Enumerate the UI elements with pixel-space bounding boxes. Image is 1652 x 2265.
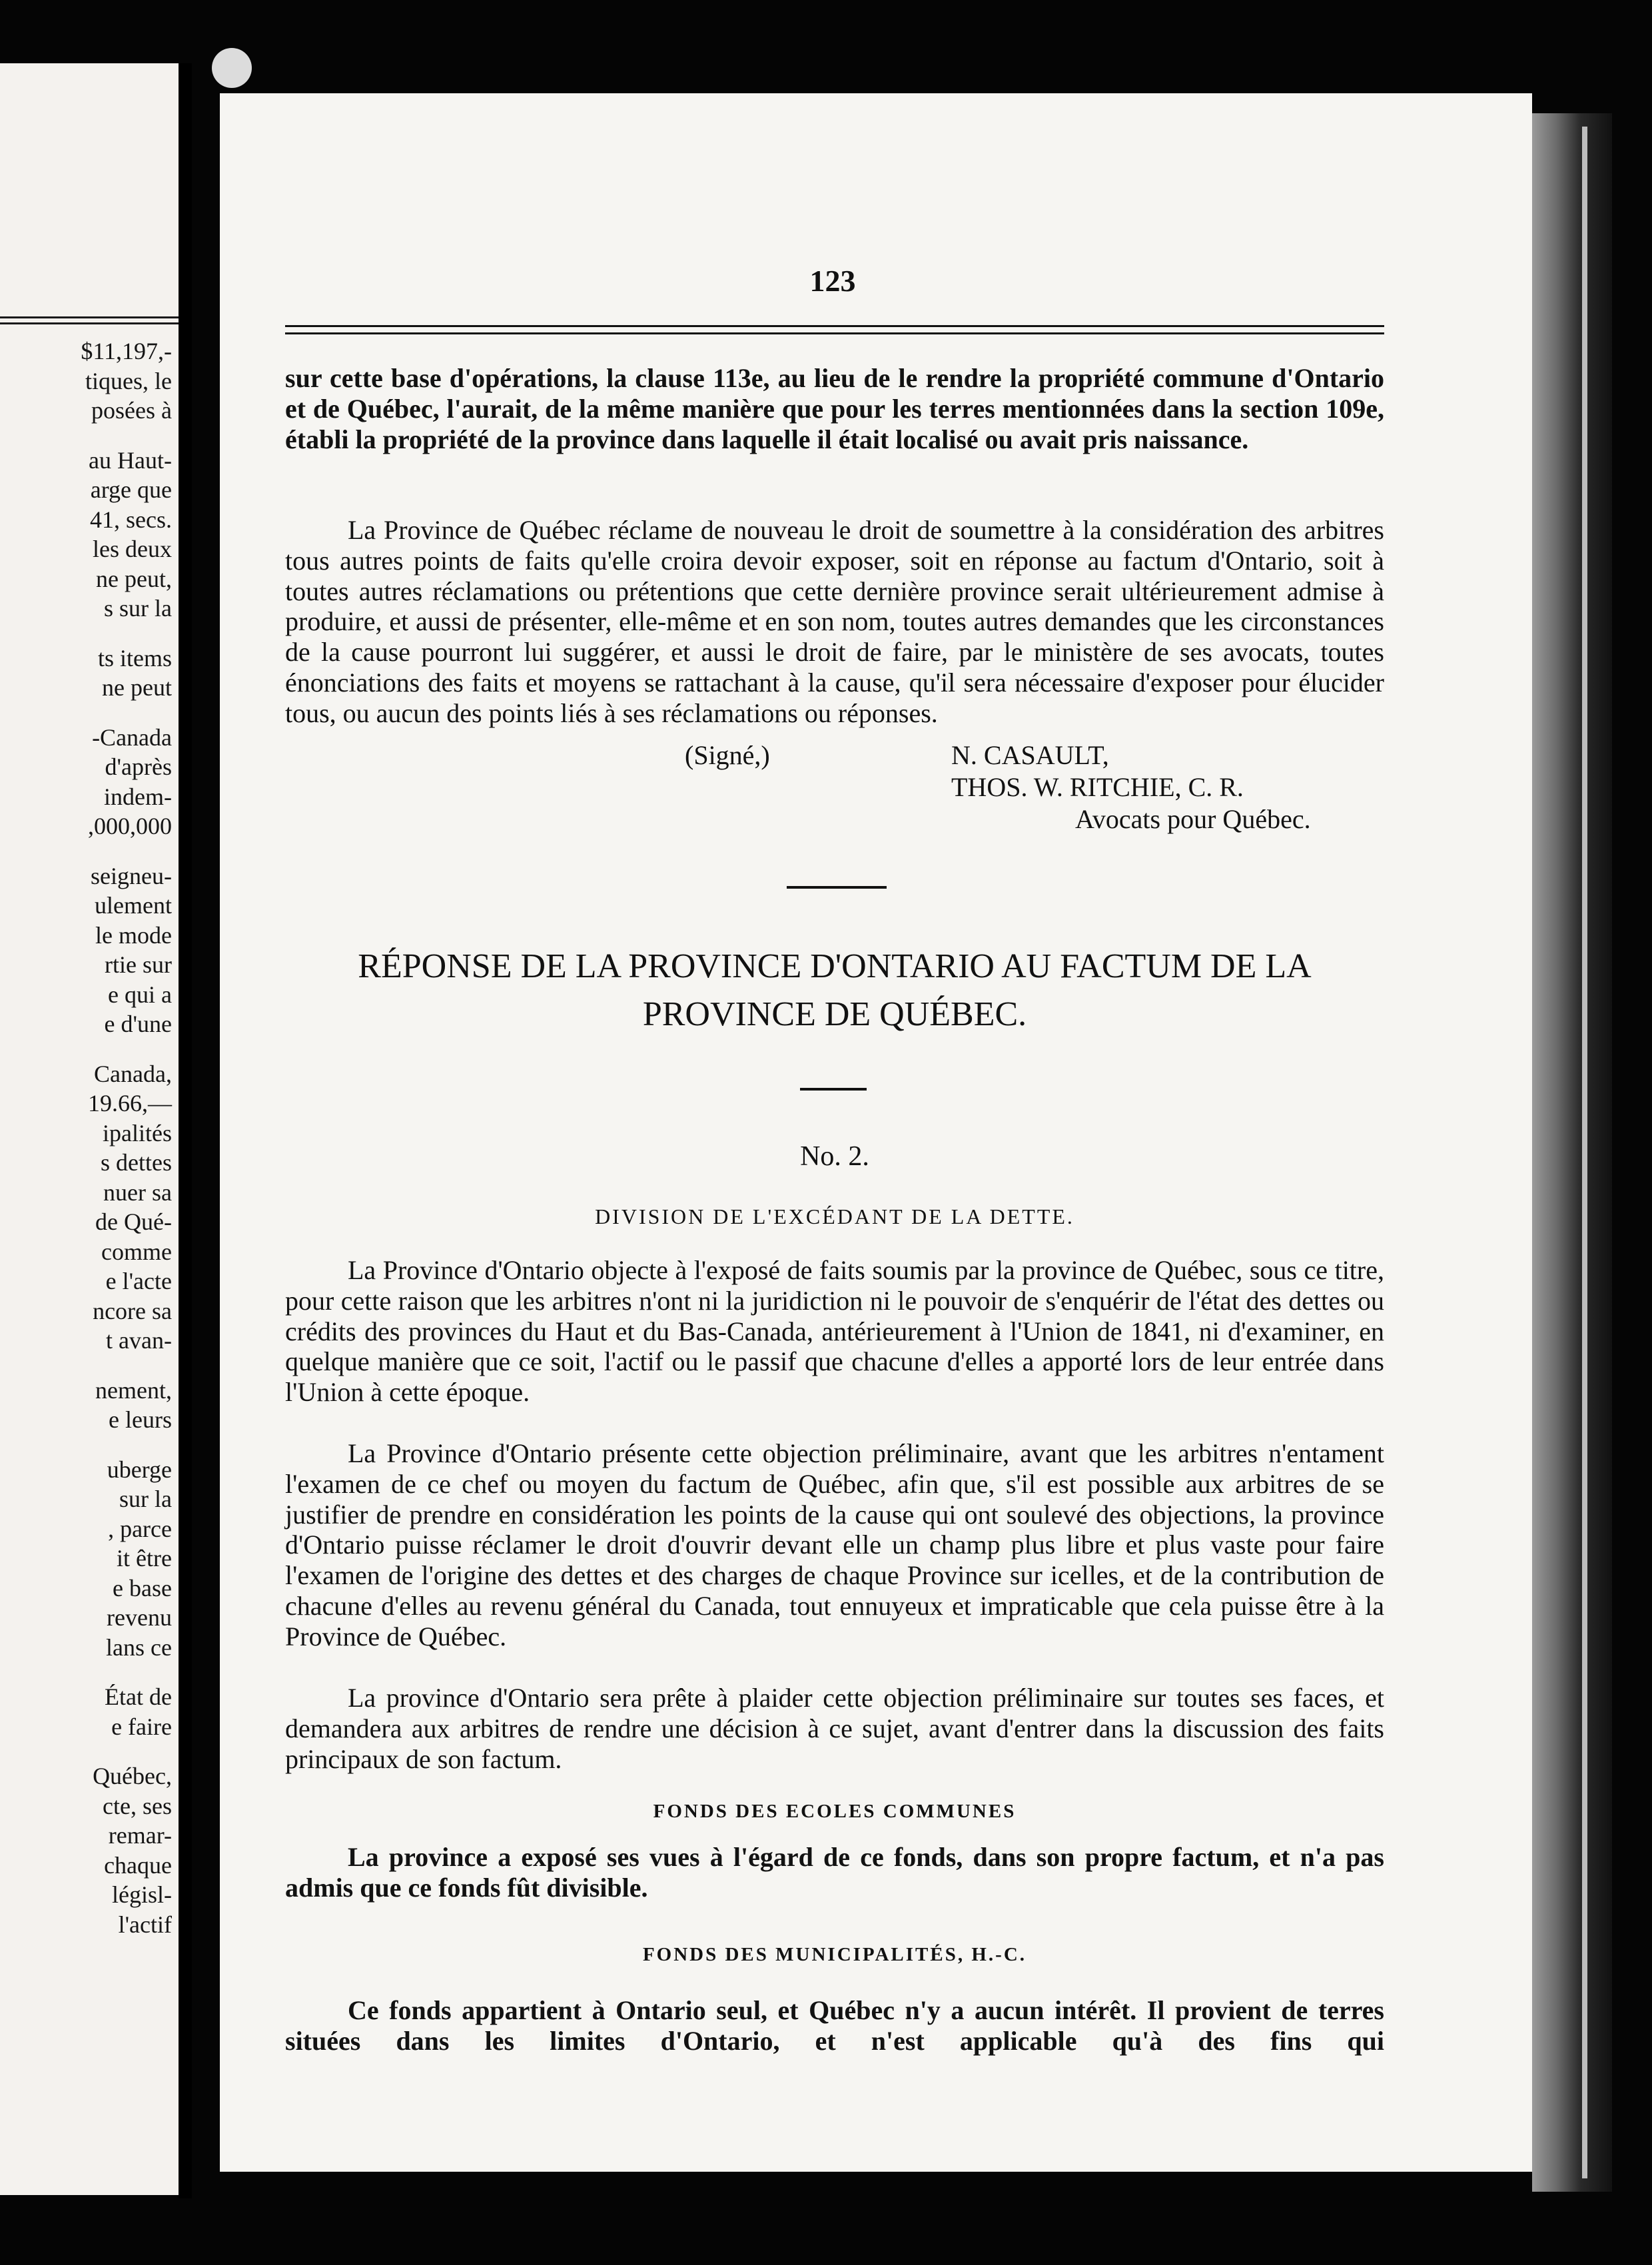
left-page-fragment: indem- bbox=[104, 783, 172, 810]
left-page-fragment: e qui a bbox=[108, 981, 172, 1008]
left-page-fragment: s dettes bbox=[101, 1149, 172, 1176]
left-page-fragment: revenu bbox=[107, 1604, 172, 1631]
section-title-line-1: RÉPONSE DE LA PROVINCE D'ONTARIO AU FACTUM DE LA bbox=[358, 947, 1312, 985]
book-gutter bbox=[179, 63, 192, 2198]
paragraph-fonds-ecoles: La province a exposé ses vues à l'égard de ce fonds, dans son propre factum, et n'a pas admis que ce fonds fût divisible. bbox=[285, 1842, 1384, 1903]
left-page-fragment: ulement bbox=[95, 892, 172, 919]
left-page-text-fragments bbox=[0, 336, 172, 1939]
left-page-fragment: les deux bbox=[93, 536, 172, 562]
scan-spot bbox=[212, 48, 252, 88]
left-page-fragment: au Haut- bbox=[89, 446, 172, 474]
left-page-fragment: , parce bbox=[108, 1515, 172, 1542]
left-page-fragment bbox=[0, 841, 172, 861]
left-page-fragment: de Qué- bbox=[95, 1208, 172, 1235]
page-edge-highlight bbox=[1582, 127, 1587, 2178]
section-divider-rule bbox=[787, 886, 887, 889]
left-page-fragment: lans ce bbox=[106, 1633, 172, 1661]
left-page-fragment: arge que bbox=[90, 476, 172, 503]
left-page-fragment bbox=[0, 426, 172, 446]
section-number: No. 2. bbox=[800, 1141, 869, 1172]
signatory-casault: N. CASAULT, bbox=[951, 740, 1109, 770]
left-page-fragment: 41, secs. bbox=[90, 506, 172, 533]
header-double-rule bbox=[285, 325, 1384, 334]
paragraph-ontario-prete: La province d'Ontario sera prête à plaider cette objection préliminaire sur toutes ses faces, et demandera aux arbitres de rendre une décision à ce sujet, avant d'entrer dans la discussion des faits principaux de son factum. bbox=[285, 1683, 1384, 1774]
left-page-fragment: it être bbox=[117, 1545, 172, 1572]
left-page-fragment: chaque bbox=[104, 1851, 172, 1879]
left-page-fragment bbox=[0, 1356, 172, 1376]
left-page-fragment: législ- bbox=[112, 1881, 172, 1908]
left-page-fragment: e l'acte bbox=[105, 1268, 172, 1294]
signatory-ritchie: THOS. W. RITCHIE, C. R. bbox=[951, 772, 1244, 802]
heading-division-dette: DIVISION DE L'EXCÉDANT DE LA DETTE. bbox=[595, 1204, 1074, 1228]
paragraph-base-operations: sur cette base d'opérations, la clause 113e, au lieu de le rendre la propriété commune d'Ontario et de Québec, l'aurait, de la même manière que pour les terres mentionnées dans la section 109e, établi la propriété de la province dans laquelle il était localisé ou avait pris naissance. bbox=[285, 363, 1384, 454]
left-page-fragment: e base bbox=[113, 1574, 172, 1601]
left-page-fragment bbox=[0, 1435, 172, 1455]
left-page-fragment: nuer sa bbox=[103, 1178, 172, 1206]
signature-block bbox=[285, 739, 1384, 846]
section-title-line-2: PROVINCE DE QUÉBEC. bbox=[642, 995, 1027, 1033]
left-page-fragment: comme bbox=[101, 1238, 172, 1265]
left-page-rule bbox=[0, 316, 179, 324]
left-page-fragment: e faire bbox=[111, 1713, 172, 1740]
left-page-fragment bbox=[0, 703, 172, 723]
left-page-fragment: Québec, bbox=[93, 1763, 172, 1789]
paragraph-ontario-presente: La Province d'Ontario présente cette objection préliminaire, avant que les arbitres n'entament l'examen de ce chef ou moyen du factum de Québec, afin que, s'il est possible aux arbitres de se justifier de prendre en considération les points de la cause qui ont soulevé des objections, la province d'Ontario puisse réclamer le droit d'ouvrir devant elle un champ plus libre et plus vaste pour faire l'examen de l'origine des dettes et des charges de chaque Province sur icelles, et de la contribution de chacune d'elles au revenu général du Canada, tout ennuyeux et impraticable que cela puisse être à la Province de Québec. bbox=[285, 1438, 1384, 1651]
left-page-fragment: État de bbox=[105, 1683, 172, 1710]
heading-fonds-municipalites: FONDS DES MUNICIPALITÉS, H.-C. bbox=[642, 1944, 1027, 1965]
left-page-fragment: remar- bbox=[108, 1822, 172, 1849]
left-page-fragment: e d'une bbox=[104, 1011, 172, 1037]
signe-label: (Signé,) bbox=[685, 740, 770, 770]
left-page-fragment: ne peut bbox=[102, 674, 172, 701]
paragraph-ontario-objecte: La Province d'Ontario objecte à l'exposé de faits soumis par la province de Québec, sous ce titre, pour cette raison que les arbitres n'ont ni la juridiction ni le pouvoir de s'enquérir de l'état des dettes ou crédits des provinces du Haut et du Bas-Canada, antérieurement à l'Union de 1841, ni d'examiner, en quelque manière que ce soit, l'actif ou le passif que chacune d'elles a apporté lors de leur entrée dans l'Union à cette époque. bbox=[285, 1255, 1384, 1408]
left-page-fragment: 19.66,— bbox=[88, 1090, 172, 1117]
left-page-fragment: $11,197,- bbox=[81, 338, 172, 364]
page-number: 123 bbox=[809, 264, 856, 298]
left-page-fragment: posées à bbox=[91, 397, 172, 424]
left-facing-page bbox=[0, 63, 179, 2195]
signatory-role: Avocats pour Québec. bbox=[1075, 804, 1311, 834]
left-page-fragment: tiques, le bbox=[85, 367, 172, 394]
left-page-fragment bbox=[0, 1039, 172, 1059]
left-page-fragment: Canada, bbox=[94, 1060, 172, 1087]
left-page-fragment: cte, ses bbox=[103, 1792, 172, 1819]
left-page-fragment: ne peut, bbox=[96, 565, 172, 592]
left-page-fragment: -Canada bbox=[92, 723, 172, 751]
left-page-fragment: seigneu- bbox=[91, 862, 172, 889]
left-page-fragment: d'après bbox=[105, 753, 172, 780]
left-page-fragment: ts items bbox=[97, 644, 172, 672]
left-page-fragment bbox=[0, 1662, 172, 1682]
left-page-fragment: uberge bbox=[107, 1456, 172, 1483]
left-page-fragment: nement, bbox=[95, 1376, 172, 1404]
left-page-fragment bbox=[0, 1741, 172, 1761]
left-page-fragment: ,000,000 bbox=[88, 813, 172, 839]
title-divider-rule bbox=[800, 1088, 867, 1091]
left-page-fragment: rtie sur bbox=[105, 951, 172, 978]
left-page-fragment: ipalités bbox=[103, 1119, 172, 1146]
left-page-fragment: l'actif bbox=[118, 1911, 172, 1938]
left-page-fragment: le mode bbox=[95, 921, 172, 949]
page-edge-shadow bbox=[1532, 113, 1612, 2192]
left-page-fragment: t avan- bbox=[106, 1327, 172, 1354]
left-page-fragment: e leurs bbox=[109, 1406, 172, 1433]
left-page-fragment: ncore sa bbox=[93, 1297, 172, 1324]
left-page-fragment bbox=[0, 624, 172, 644]
heading-fonds-ecoles: FONDS DES ECOLES COMMUNES bbox=[653, 1801, 1017, 1822]
paragraph-fonds-municipalites: Ce fonds appartient à Ontario seul, et Québec n'y a aucun intérêt. Il provient de terres situées dans les limites d'Ontario, et n'est applicable qu'à des fins qui bbox=[285, 1995, 1384, 2056]
section-title bbox=[285, 943, 1384, 1039]
paragraph-quebec-reclame: La Province de Québec réclame de nouveau le droit de soumettre à la considération des arbitres tous autres points de faits qu'elle croira devoir exposer, soit en réponse au factum d'Ontario, soit à toutes autres réclamations ou prétentions que cette dernière province serait ultérieurement admise à produire, et aussi de présenter, elle-même et en son nom, toutes autres demandes que les circonstances de la cause pourront lui suggérer, et aussi le droit de faire, par le ministère de ses avocats, toutes énonciations des faits et moyens se rattachant à la cause, qu'il sera nécessaire d'exposer pour élucider tous, ou aucun des points liés à ses réclamations ou réponses. bbox=[285, 515, 1384, 728]
left-page-fragment: sur la bbox=[119, 1486, 172, 1512]
left-page-fragment: s sur la bbox=[104, 595, 172, 622]
